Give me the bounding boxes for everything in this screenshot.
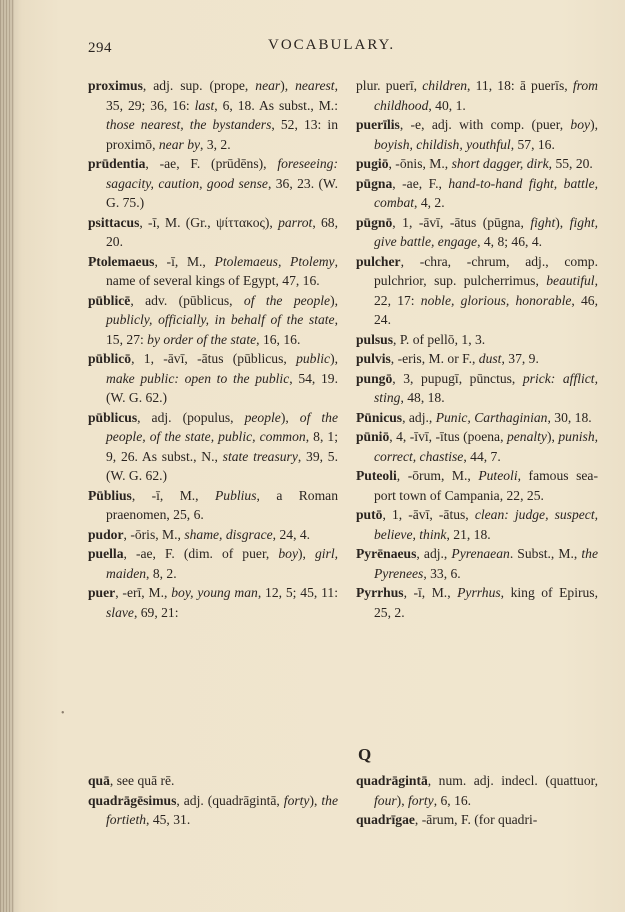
gloss: children bbox=[422, 78, 468, 93]
gloss: Punic, Carthaginian bbox=[435, 409, 548, 425]
gloss: Pyrrhus bbox=[457, 585, 501, 600]
gloss: boy bbox=[278, 546, 298, 561]
gloss: beautiful bbox=[546, 273, 595, 288]
vocabulary-entry bbox=[356, 252, 598, 330]
section-letter: Q bbox=[358, 745, 372, 764]
gloss: four bbox=[374, 792, 397, 808]
headword: puella bbox=[88, 546, 124, 561]
entry-text: , 15, 27: bbox=[106, 312, 338, 347]
gloss: of the people bbox=[243, 292, 331, 308]
headword: putō bbox=[356, 507, 383, 522]
gloss: make public: open to the public bbox=[106, 370, 290, 386]
entry-text: , 45, 31. bbox=[146, 812, 191, 827]
entry-text: ), bbox=[298, 546, 315, 561]
vocabulary-entry bbox=[88, 154, 338, 213]
entry-text: , king of Epirus, 25, 2. bbox=[374, 585, 598, 620]
entry-text: , -ae, F. (dim. of puer, bbox=[123, 546, 279, 561]
gloss: clean: judge, suspect, believe, think bbox=[374, 507, 598, 542]
entry-text: . Subst., M., bbox=[509, 546, 582, 561]
entry-text: , adv. (pūblicus, bbox=[130, 292, 244, 308]
entry-text: , 55, 20. bbox=[548, 156, 593, 171]
entry-text: , 21, 18. bbox=[446, 526, 491, 542]
entry-text: , -ī, M., bbox=[154, 253, 215, 269]
entry-text: , 68, 20. bbox=[106, 214, 338, 249]
gloss: girl, maiden bbox=[106, 546, 339, 581]
gloss: boyish, childish, youthful bbox=[374, 136, 511, 152]
left-column bbox=[88, 76, 338, 622]
entry-text: , -ārum, F. (for quadri- bbox=[414, 812, 538, 827]
book-spine-edge bbox=[0, 0, 14, 912]
headword: Pyrēnaeus bbox=[356, 546, 417, 561]
entry-text: , -eris, M. or F., bbox=[390, 351, 479, 366]
gloss: boy, young man bbox=[171, 585, 258, 600]
headword: pūgnō bbox=[356, 214, 393, 230]
entry-text: , see quā rē. bbox=[109, 773, 175, 788]
gloss: the fortieth bbox=[106, 792, 338, 827]
entry-text: , -ae, F., bbox=[392, 175, 449, 191]
gloss: short dagger, dirk bbox=[451, 156, 549, 171]
entry-text: ), bbox=[330, 351, 338, 366]
vocabulary-entry bbox=[356, 154, 598, 174]
entry-text: , adj., bbox=[416, 546, 452, 561]
headword: pudor bbox=[88, 526, 124, 542]
gloss: shame, disgrace bbox=[184, 526, 273, 542]
vocabulary-entry bbox=[356, 349, 598, 369]
gloss: slave bbox=[106, 604, 134, 620]
entry-text: , P. of pellō, 1, 3. bbox=[393, 331, 486, 347]
entry-text: , 48, 18. bbox=[400, 390, 445, 405]
vocabulary-entry bbox=[356, 369, 598, 408]
vocabulary-entry bbox=[88, 252, 338, 291]
entry-text: , 4, 2. bbox=[414, 195, 445, 210]
entry-text: ), bbox=[396, 792, 408, 808]
entry-text: , 3, 2. bbox=[200, 136, 231, 152]
entry-text: , 52, 13: in proximō, bbox=[106, 117, 338, 152]
headword: prūdentia bbox=[88, 156, 146, 171]
vocabulary-entry bbox=[356, 466, 598, 505]
entry-text: ), bbox=[555, 214, 570, 230]
margin-mark: • bbox=[61, 708, 65, 719]
headword: psittacus bbox=[88, 214, 140, 230]
gloss: near bbox=[255, 78, 281, 93]
gloss: those nearest, the bystanders bbox=[106, 117, 272, 132]
vocabulary-entry bbox=[88, 583, 338, 622]
vocabulary-entry bbox=[356, 174, 598, 213]
vocabulary-entry bbox=[356, 583, 598, 622]
entry-text: , 16, 16. bbox=[256, 331, 301, 347]
entry-text: , 12, 5; 45, 11: bbox=[257, 585, 338, 600]
gloss: from childhood bbox=[374, 78, 599, 113]
entry-text: , a Roman praenomen, 25, 6. bbox=[106, 487, 339, 522]
vocabulary-entry bbox=[356, 427, 598, 466]
headword: quā bbox=[88, 773, 110, 788]
gloss: punish, correct, chastise bbox=[374, 429, 599, 464]
entry-text: ), bbox=[546, 429, 559, 444]
headword: pūblicē bbox=[88, 292, 131, 308]
gloss: of the people, of the state, public, common bbox=[106, 409, 338, 444]
vocabulary-entry bbox=[356, 76, 598, 115]
entry-text: , 6, 18. As subst., M.: bbox=[214, 97, 338, 113]
gloss: penalty bbox=[506, 429, 547, 444]
headword: quadrāgintā bbox=[356, 773, 428, 788]
entry-text: , 36, 23. (W. G. 75.) bbox=[106, 175, 338, 210]
headword: pūblicō bbox=[88, 351, 132, 366]
gloss: public bbox=[296, 351, 331, 366]
entry-text: ), bbox=[590, 117, 598, 132]
entry-text: , 3, pupugī, pūnctus, bbox=[392, 370, 523, 386]
gloss: the Pyrenees bbox=[374, 546, 598, 581]
entry-text: , num. adj. indecl. (quattuor, bbox=[427, 773, 598, 788]
gloss: prick: afflict, sting bbox=[374, 370, 598, 405]
entry-text: , 11, 18: ā puerīs, bbox=[467, 78, 573, 93]
entry-text: , -ōrum, M., bbox=[396, 468, 479, 483]
gloss: dust bbox=[478, 351, 502, 366]
entry-text: , -ōris, M., bbox=[123, 526, 185, 542]
entry-text: , famous sea-port town of Campania, 22, 25. bbox=[374, 468, 598, 503]
headword: pugiō bbox=[356, 156, 389, 171]
headword: Ptolemaeus bbox=[88, 253, 155, 269]
vocabulary-entry bbox=[88, 213, 338, 252]
vocabulary-entry bbox=[88, 544, 338, 583]
entry-text: , 33, 6. bbox=[423, 565, 461, 581]
gloss: publicly, officially, in behalf of the state bbox=[106, 312, 335, 327]
gloss: Publius bbox=[214, 487, 257, 503]
gloss: by order of the state bbox=[147, 331, 257, 347]
entry-text: , 1, -āvī, -ātus, bbox=[382, 507, 475, 522]
vocabulary-entry bbox=[88, 349, 338, 408]
entry-text: , 22, 17: bbox=[374, 273, 598, 308]
vocabulary-entry bbox=[356, 330, 598, 350]
gloss: last bbox=[194, 97, 215, 113]
gloss: state treasury bbox=[222, 448, 298, 464]
entry-text: , 24, 4. bbox=[272, 526, 311, 542]
entry-text: , adj., bbox=[402, 409, 436, 425]
headword: pūblicus bbox=[88, 409, 138, 425]
gloss: forty bbox=[408, 792, 434, 808]
entry-text: , 44, 7. bbox=[463, 448, 501, 464]
gloss: fight bbox=[530, 214, 556, 230]
vocabulary-entry bbox=[356, 771, 598, 810]
entry-text: , 1, -āvī, -ātus (pūgna, bbox=[392, 214, 531, 230]
headword: pulcher bbox=[356, 253, 401, 269]
vocabulary-entry bbox=[88, 525, 338, 545]
entry-text: , 57, 16. bbox=[510, 136, 555, 152]
entry-text: , adj. (populus, bbox=[137, 409, 245, 425]
headword: pulvis bbox=[356, 351, 391, 366]
headword: puerīlis bbox=[356, 117, 400, 132]
vocabulary-entry bbox=[88, 76, 338, 154]
headword: puer bbox=[88, 585, 116, 600]
entry-text: , -ae, F. (prūdēns), bbox=[145, 156, 278, 171]
running-head-title: VOCABULARY. bbox=[268, 37, 396, 53]
vocabulary-entry bbox=[356, 115, 598, 154]
entry-text: ), bbox=[280, 409, 300, 425]
entry-text: , 8, 2. bbox=[146, 565, 177, 581]
entry-text: , 4, 8; 46, 4. bbox=[477, 234, 543, 249]
entry-text: , 4, -īvī, -ītus (poena, bbox=[389, 429, 507, 444]
gloss: noble, glorious, honorable bbox=[420, 292, 572, 308]
gloss: people bbox=[244, 409, 281, 425]
headword: Pūnicus bbox=[356, 409, 403, 425]
entry-text: ), bbox=[330, 292, 338, 308]
headword: Pyrrhus bbox=[356, 585, 404, 600]
left-column-q bbox=[88, 771, 338, 830]
gloss: foreseeing: sagacity, caution, good sense bbox=[106, 156, 338, 191]
entry-text: , -ī, M., bbox=[131, 487, 215, 503]
page-number: 294 bbox=[88, 40, 112, 56]
gloss: Puteoli bbox=[478, 468, 518, 483]
headword: quadrīgae bbox=[356, 812, 415, 827]
headword: pūgna bbox=[356, 175, 393, 191]
entry-text: , 69, 21: bbox=[133, 604, 179, 620]
gloss: near by bbox=[158, 136, 201, 152]
headword: proximus bbox=[88, 78, 143, 93]
gloss: hand-to-hand fight, battle, combat bbox=[374, 175, 599, 210]
gloss: fight, give battle, engage bbox=[374, 214, 598, 249]
entry-text: , 8, 1; 9, 26. As subst., N., bbox=[106, 429, 338, 464]
entry-text: , -ōnis, M., bbox=[388, 156, 452, 171]
entry-text: , 37, 9. bbox=[501, 351, 539, 366]
entry-text: , adj. sup. (prope, bbox=[142, 78, 256, 93]
entry-text: plur. puerī, bbox=[356, 78, 423, 93]
gloss: boy bbox=[570, 117, 591, 132]
entry-text: , -ī, M. (Gr., ψίττακος), bbox=[139, 214, 279, 230]
gloss: forty bbox=[283, 792, 310, 808]
vocabulary-entry bbox=[356, 408, 598, 428]
headword: Puteoli bbox=[356, 468, 397, 483]
vocabulary-entry bbox=[88, 486, 338, 525]
headword: pūniō bbox=[356, 429, 390, 444]
gloss: parrot bbox=[278, 214, 313, 230]
entry-text: , -e, adj. with comp. (puer, bbox=[399, 117, 571, 132]
vocabulary-entry bbox=[88, 771, 338, 791]
gloss: nearest bbox=[295, 78, 335, 93]
vocabulary-entry bbox=[356, 505, 598, 544]
vocabulary-entry bbox=[356, 213, 598, 252]
entry-text: , name of several kings of Egypt, 47, 16. bbox=[106, 253, 338, 288]
entry-text: , -ī, M., bbox=[403, 585, 458, 600]
entry-text: , 30, 18. bbox=[547, 409, 592, 425]
entry-text: , 39, 5. (W. G. 62.) bbox=[106, 448, 338, 483]
entry-text: ), bbox=[309, 792, 322, 808]
entry-text: , 6, 16. bbox=[433, 792, 472, 808]
vocabulary-entry bbox=[88, 791, 338, 830]
entry-text: ), bbox=[280, 78, 296, 93]
right-column bbox=[356, 76, 598, 622]
right-column-q bbox=[356, 771, 598, 830]
entry-text: , adj. (quadrāgintā, bbox=[176, 792, 284, 808]
gloss: Pyrenaean bbox=[451, 546, 510, 561]
vocabulary-entry bbox=[356, 810, 598, 830]
entry-text: , -chra, -chrum, adj., comp. pulchrior, sup. pulcherrimus, bbox=[374, 253, 598, 288]
entry-text: , 46, 24. bbox=[374, 292, 599, 327]
entry-text: , -erī, M., bbox=[115, 585, 172, 600]
gloss: Ptolemaeus, Ptolemy bbox=[214, 253, 335, 269]
vocabulary-entry bbox=[88, 408, 338, 486]
vocabulary-entry bbox=[88, 291, 338, 350]
entry-text: , 54, 19. (W. G. 62.) bbox=[106, 370, 338, 405]
entry-text: , 35, 29; 36, 16: bbox=[106, 78, 338, 113]
headword: pulsus bbox=[356, 331, 394, 347]
entry-text: , 1, -āvī, -ātus (pūblicus, bbox=[131, 351, 297, 366]
vocabulary-entry bbox=[356, 544, 598, 583]
entry-text: , 40, 1. bbox=[428, 97, 466, 113]
headword: pungō bbox=[356, 370, 393, 386]
headword: Pūblius bbox=[88, 487, 132, 503]
headword: quadrāgēsimus bbox=[88, 792, 177, 808]
